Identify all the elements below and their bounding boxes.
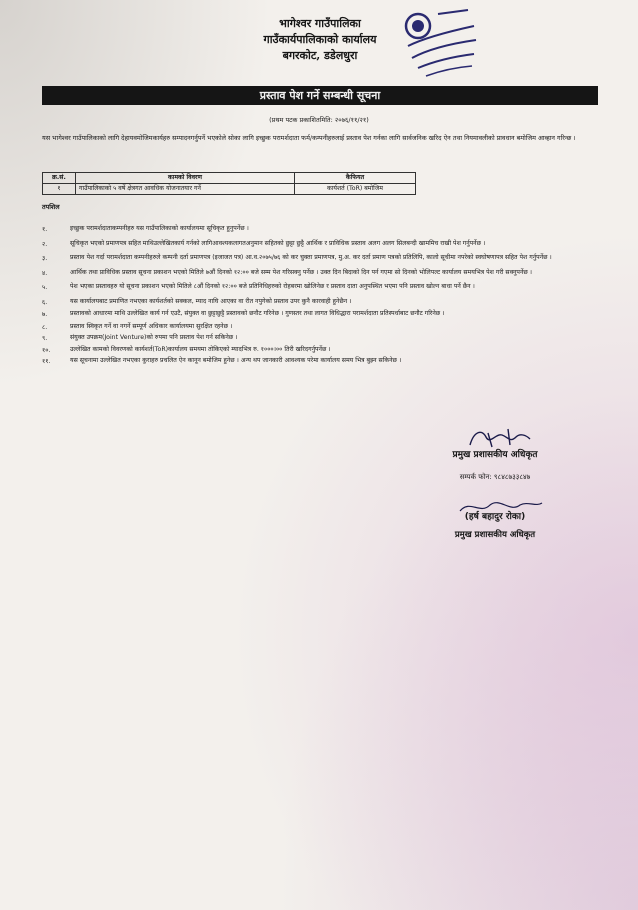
- item-text: प्रस्तावको आधारमा माथि उल्लेखित कार्य गर्न एउटै, संयुक्त वा छुट्टाछुट्टै प्रस्तावको छनौट गरिनेछ । गुणस्तर तथा लागत विधिद्धारा परामर्शदाता प्रतिस्पर्धाबाट छनौट गरिनेछ ।: [70, 310, 445, 317]
- list-item: [42, 345, 602, 356]
- item-text: यस कार्यालयबाट प्रमाणित नभएका कार्यशर्तको सक्कल, म्याद नाघि आएका वा रीत नपुगेको प्रस्ताव उपर कुनै कारवाही हुनेछैन ।: [70, 297, 352, 305]
- item-number: १.: [42, 226, 48, 233]
- list-item: [42, 297, 602, 308]
- table-cell: १: [43, 184, 76, 195]
- office-name: गाउँकार्यपालिकाको कार्यालय: [263, 33, 377, 46]
- item-number: ३.: [42, 255, 48, 262]
- item-text: प्रस्ताव स्विकृत गर्ने वा नगर्ने सम्पूर्ण अधिकार कार्यालयमा सुरक्षित रहनेछ ।: [70, 322, 233, 330]
- table-cell: कार्यशर्त (ToR) बमोजिम: [295, 184, 416, 195]
- item-number: १०.: [42, 346, 51, 354]
- publication-date: (प्रथम पटक प्रकाशितमिति: २०७६/११/२१): [269, 116, 369, 124]
- item-text: उल्लेखित कामको विवरणको कार्यशर्त(ToR)कार्यालय समयमा तोकिएको म्यादभित्र रु. १०००।०० तिरी खरिदगर्नुपर्नेछ ।: [70, 345, 331, 353]
- item-text: प्रस्ताव पेश गर्दा परामर्शदाता कम्पनीहरुले कम्पनी दर्ता प्रमाणपत्र (इजाजत पत्र) आ.व.२०७५/७६ को कर चुक्ता प्रमाणपत्र, मु.अ. कर दर्ता प्रमाण पत्रको प्रतिलिपि, कालो सूचीमा नपरेको स्वघोषणापत्र सहित पेश गर्नुपर्नेछ ।: [70, 254, 552, 261]
- item-number: ९.: [42, 335, 48, 342]
- item-text: संयुक्त उपक्रम(Joint Venture)को रुपमा पनि प्रस्ताव पेश गर्न सकिनेछ ।: [70, 334, 238, 341]
- item-number: ४.: [42, 269, 48, 277]
- contact-phone: सम्पर्क फोन: ९८४८७३३८४७: [459, 473, 531, 481]
- work-details-table: [42, 172, 416, 195]
- list-item: [42, 333, 602, 344]
- municipality-name: भागेश्वर गाउँपालिका: [279, 17, 361, 30]
- item-number: ११.: [42, 358, 51, 365]
- list-item: [42, 282, 602, 293]
- table-header-cell: क्र.सं.: [43, 173, 76, 184]
- list-item: [42, 309, 602, 320]
- item-text: इच्छुक परामर्शदाताकम्पनीहरु यस गाउँपालिकाको कार्यालयमा सूचिकृत हुनुपर्नेछ ।: [70, 225, 249, 232]
- item-text: आर्थिक तथा प्राविधिक प्रस्ताव सूचना प्रकाशन भएको मितिले ७औं दिनको १२:०० बजे सम्म पेश गरिसक्नु पर्नेछ । उक्त दिन बिदाको दिन पर्न गएमा सो दिनको भोलिपल्ट कार्यालय समयभित्र पेश गरी सक्नुपर्नेछ ।: [70, 268, 533, 276]
- signatory-title: प्रमुख प्रशासकीय अधिकृत: [452, 450, 538, 460]
- list-item: [42, 239, 602, 250]
- notice-title: प्रस्ताव पेश गर्ने सम्बन्धी सूचना: [42, 86, 598, 105]
- list-item: [42, 322, 602, 333]
- item-number: २.: [42, 240, 48, 248]
- item-text: पेश भएका प्रस्तावहरु यो सूचना प्रकाशन भएको मितिले ८औं दिनको १२:०० बजे प्रतिनिधिहरुको रोहबरमा खोलिनेछ र प्रस्ताव दाता अनुपस्थित भएमा पनि प्रस्ताव खोल्न बाधा पर्ने छैन ।: [70, 283, 475, 290]
- item-text: सूचिकृत भएको प्रमाणपत्र सहित माथिउल्लेखितकार्य गर्नको लागिआवश्यकलागतअनुमान सहितको छुट्टा छुट्टै आर्थिक र प्राविधिक प्रस्ताव अलग अलग सिलबन्दी खाममिच राखी पेश गर्नुपर्नेछ ।: [70, 239, 486, 247]
- office-address: बगरकोट, डडेलधुरा: [282, 49, 358, 62]
- intro-paragraph: यस भागेश्वर गाउँपालिकाको लागि देहायवमोजिमकार्यहरु सम्पादनगर्नुपर्ने भएकोले सोका लागि इच्छुक परामर्शदाता फर्म/कम्पनीहरुलाई प्रस्ताव पेश गर्नका लागि सार्वजनिक खरिद ऐन तथा नियमावलीको प्रावधान बमोजिम आव्हान गरिन्छ ।: [42, 134, 576, 142]
- item-number: ५.: [42, 284, 48, 291]
- list-item: [42, 356, 602, 367]
- list-item: [42, 253, 602, 264]
- item-number: ८.: [42, 323, 48, 331]
- item-text: यस सूचनामा उल्लेखित नभएका कुराहरु प्रचलित ऐन कानून बमोजिम हुनेछ । अन्य थप जानकारी आवश्यक परेमा कार्यालय समय भित्र बुझ्न सकिनेछ ।: [70, 357, 402, 364]
- list-item: [42, 268, 602, 279]
- details-heading: तपशिल: [42, 203, 60, 211]
- item-number: ७.: [42, 311, 48, 318]
- table-row: [43, 184, 416, 195]
- item-number: ६.: [42, 298, 48, 306]
- table-cell: गाउँपालिकाको ५ वर्षे क्षेत्रगत आवधिक योजनातयार गर्ने: [76, 184, 295, 195]
- table-header-cell: कामको विवरण: [76, 173, 295, 184]
- table-header-row: [43, 173, 416, 184]
- signatory-name: (हर्ष बहादुर रोका): [464, 512, 526, 522]
- conditions-list: [42, 224, 602, 367]
- official-seal-stamp: [398, 6, 480, 78]
- signatory-designation: प्रमुख प्रशासकीय अधिकृत: [454, 530, 536, 540]
- list-item: [42, 224, 602, 235]
- table-header-cell: कैफियत: [295, 173, 416, 184]
